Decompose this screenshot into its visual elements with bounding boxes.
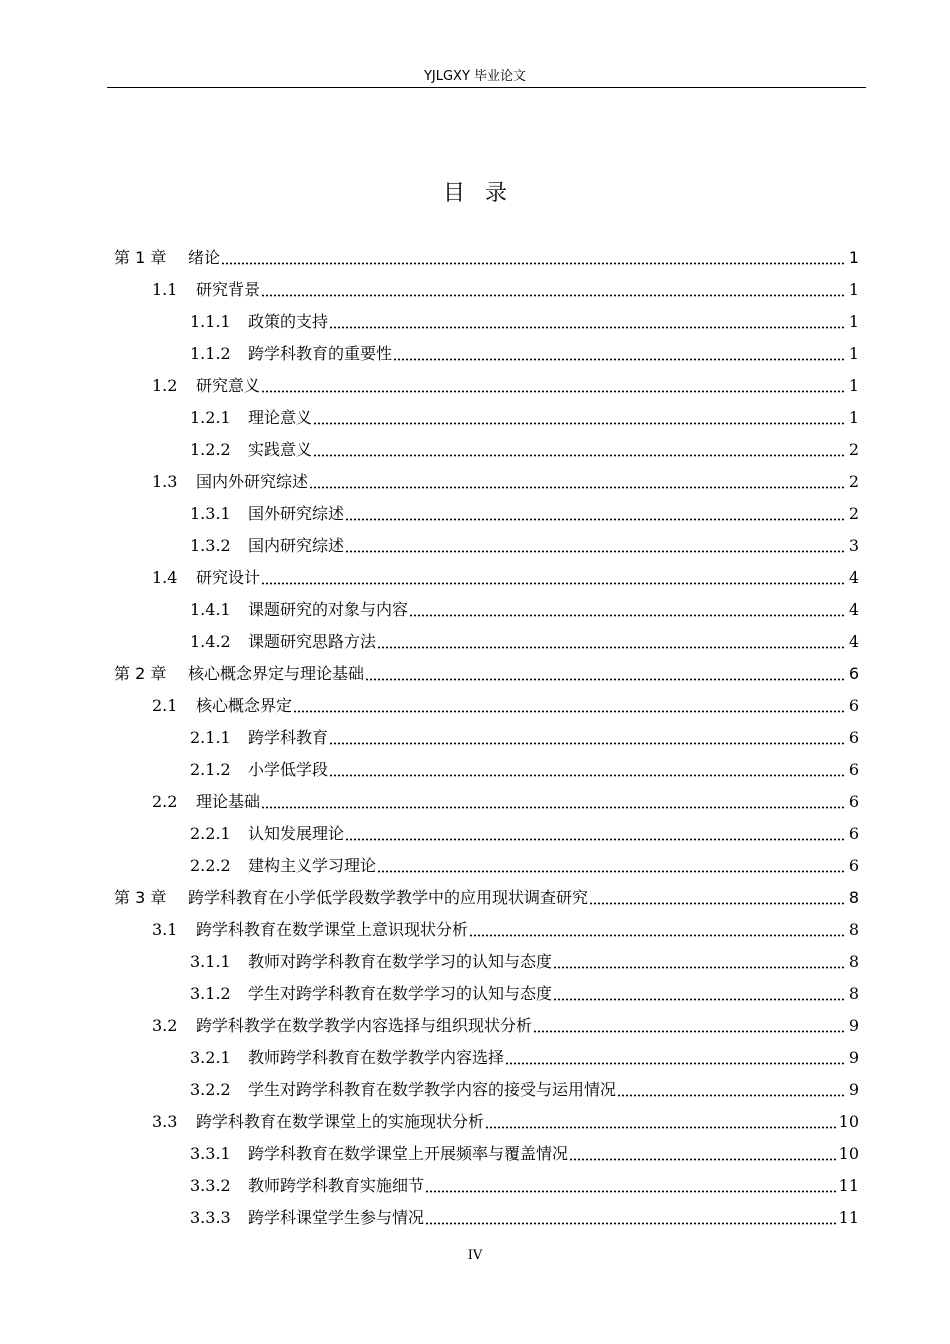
- toc-entry-level-3[interactable]: [0, 306, 950, 338]
- toc-entry-level-3[interactable]: [0, 1042, 950, 1074]
- toc-dot-leader: [313, 411, 846, 425]
- toc-entry-page: 1: [848, 312, 859, 331]
- toc-entry-title: 研究意义: [196, 376, 261, 395]
- toc-entry-level-1[interactable]: [0, 658, 950, 690]
- toc-entry-title: 跨学科教育在数学课堂上的实施现状分析: [196, 1112, 485, 1131]
- toc-entry-page: 9: [848, 1016, 859, 1035]
- toc-dot-leader: [485, 1115, 836, 1129]
- toc-dot-leader: [261, 379, 846, 393]
- toc-entry-number: 2.2.1: [190, 824, 231, 843]
- toc-title: 目录: [442, 181, 527, 206]
- toc-entry-title: 跨学科教育在小学低学段数学教学中的应用现状调查研究: [188, 888, 589, 907]
- toc-dot-leader: [345, 827, 846, 841]
- toc-dot-leader: [553, 955, 846, 969]
- toc-entry-title: 理论基础: [196, 792, 261, 811]
- toc-entry-number: 2.1.2: [190, 760, 231, 779]
- toc-dot-leader: [261, 283, 846, 297]
- toc-entry-page: 10: [838, 1112, 859, 1131]
- toc-entry-number: 3.2.2: [190, 1080, 231, 1099]
- toc-list: [0, 242, 950, 1234]
- toc-dot-leader: [329, 763, 846, 777]
- toc-entry-number: 3.3: [152, 1112, 178, 1131]
- toc-entry-title: 小学低学段: [248, 760, 329, 779]
- toc-entry-level-3[interactable]: [0, 1170, 950, 1202]
- toc-entry-page: 6: [848, 696, 859, 715]
- toc-entry-title: 绪论: [188, 248, 221, 267]
- toc-entry-title: 教师对跨学科教育在数学学习的认知与态度: [248, 952, 553, 971]
- toc-entry-page: 10: [838, 1144, 859, 1163]
- toc-entry-title: 国外研究综述: [248, 504, 345, 523]
- toc-entry-level-2[interactable]: [0, 274, 950, 306]
- toc-entry-number: 3.2.1: [190, 1048, 231, 1067]
- toc-entry-number: 3.3.3: [190, 1208, 231, 1227]
- toc-entry-number: 3.1: [152, 920, 178, 939]
- toc-entry-number: 第 3 章: [114, 888, 167, 907]
- toc-entry-number: 2.2.2: [190, 856, 231, 875]
- toc-entry-number: 1.4.1: [190, 600, 231, 619]
- toc-dot-leader: [313, 443, 846, 457]
- toc-entry-title: 跨学科教育: [248, 728, 329, 747]
- toc-entry-number: 1.2.1: [190, 408, 231, 427]
- toc-entry-level-1[interactable]: [0, 242, 950, 274]
- toc-entry-number: 1.4.2: [190, 632, 231, 651]
- toc-entry-number: 3.3.1: [190, 1144, 231, 1163]
- footer-page-number: IV: [467, 1248, 483, 1263]
- toc-dot-leader: [345, 539, 846, 553]
- toc-dot-leader: [469, 923, 846, 937]
- toc-dot-leader: [261, 571, 846, 585]
- toc-entry-level-2[interactable]: [0, 690, 950, 722]
- toc-entry-page: 6: [848, 792, 859, 811]
- toc-dot-leader: [309, 475, 846, 489]
- toc-dot-leader: [377, 859, 846, 873]
- toc-dot-leader: [293, 699, 846, 713]
- toc-entry-title: 课题研究思路方法: [248, 632, 377, 651]
- toc-entry-title: 跨学科教育在数学课堂上开展频率与覆盖情况: [248, 1144, 569, 1163]
- toc-entry-level-3[interactable]: [0, 754, 950, 786]
- toc-entry-page: 6: [848, 824, 859, 843]
- toc-entry-number: 3.1.2: [190, 984, 231, 1003]
- toc-entry-number: 1.1: [152, 280, 178, 299]
- toc-entry-page: 8: [848, 888, 859, 907]
- toc-dot-leader: [617, 1083, 846, 1097]
- toc-entry-title: 核心概念界定与理论基础: [188, 664, 365, 683]
- toc-dot-leader: [569, 1147, 836, 1161]
- toc-entry-number: 1.4: [152, 568, 178, 587]
- toc-entry-title: 跨学科教学在数学教学内容选择与组织现状分析: [196, 1016, 533, 1035]
- toc-entry-level-3[interactable]: [0, 1074, 950, 1106]
- toc-entry-number: 1.2.2: [190, 440, 231, 459]
- running-header: YJLGXY 毕业论文: [423, 69, 527, 84]
- toc-dot-leader: [393, 347, 846, 361]
- toc-entry-page: 1: [848, 248, 859, 267]
- toc-dot-leader: [425, 1179, 836, 1193]
- toc-entry-title: 教师跨学科教育实施细节: [248, 1176, 425, 1195]
- toc-entry-page: 3: [848, 536, 859, 555]
- toc-entry-page: 6: [848, 760, 859, 779]
- toc-entry-title: 认知发展理论: [248, 824, 345, 843]
- toc-entry-number: 1.1.2: [190, 344, 231, 363]
- toc-entry-number: 2.1: [152, 696, 178, 715]
- toc-entry-number: 1.3: [152, 472, 178, 491]
- toc-entry-number: 2.1.1: [190, 728, 231, 747]
- toc-entry-number: 2.2: [152, 792, 178, 811]
- toc-dot-leader: [553, 987, 846, 1001]
- toc-entry-title: 理论意义: [248, 408, 313, 427]
- toc-dot-leader: [505, 1051, 846, 1065]
- toc-entry-level-2[interactable]: [0, 370, 950, 402]
- toc-entry-title: 国内研究综述: [248, 536, 345, 555]
- toc-entry-level-2[interactable]: [0, 914, 950, 946]
- toc-entry-level-3[interactable]: [0, 1202, 950, 1234]
- toc-entry-title: 研究背景: [196, 280, 261, 299]
- toc-entry-title: 课题研究的对象与内容: [248, 600, 409, 619]
- toc-entry-title: 政策的支持: [248, 312, 329, 331]
- toc-entry-level-2[interactable]: [0, 1106, 950, 1138]
- toc-dot-leader: [377, 635, 846, 649]
- toc-entry-title: 研究设计: [196, 568, 261, 587]
- toc-entry-level-3[interactable]: [0, 402, 950, 434]
- toc-entry-title: 核心概念界定: [196, 696, 293, 715]
- toc-dot-leader: [409, 603, 846, 617]
- toc-entry-page: 4: [848, 632, 859, 651]
- toc-entry-page: 11: [838, 1208, 859, 1227]
- toc-entry-number: 1.3.1: [190, 504, 231, 523]
- toc-entry-level-3[interactable]: [0, 626, 950, 658]
- toc-entry-page: 4: [848, 568, 859, 587]
- header-rule: [107, 87, 866, 88]
- toc-entry-page: 8: [848, 920, 859, 939]
- toc-entry-page: 1: [848, 280, 859, 299]
- toc-entry-number: 1.3.2: [190, 536, 231, 555]
- toc-entry-level-3[interactable]: [0, 722, 950, 754]
- toc-entry-page: 2: [848, 504, 859, 523]
- toc-entry-level-2[interactable]: [0, 466, 950, 498]
- toc-entry-page: 1: [848, 344, 859, 363]
- toc-entry-number: 3.1.1: [190, 952, 231, 971]
- toc-entry-page: 9: [848, 1080, 859, 1099]
- toc-entry-level-3[interactable]: [0, 338, 950, 370]
- toc-dot-leader: [221, 251, 846, 265]
- toc-entry-title: 国内外研究综述: [196, 472, 309, 491]
- toc-dot-leader: [425, 1211, 836, 1225]
- toc-entry-page: 4: [848, 600, 859, 619]
- toc-entry-level-3[interactable]: [0, 818, 950, 850]
- toc-entry-title: 跨学科教育的重要性: [248, 344, 393, 363]
- toc-entry-number: 第 1 章: [114, 248, 167, 267]
- toc-entry-title: 跨学科课堂学生参与情况: [248, 1208, 425, 1227]
- toc-entry-level-3[interactable]: [0, 850, 950, 882]
- toc-entry-page: 2: [848, 472, 859, 491]
- toc-entry-level-3[interactable]: [0, 434, 950, 466]
- toc-dot-leader: [261, 795, 846, 809]
- toc-entry-title: 跨学科教育在数学课堂上意识现状分析: [196, 920, 469, 939]
- toc-entry-page: 6: [848, 856, 859, 875]
- toc-entry-level-3[interactable]: [0, 978, 950, 1010]
- toc-entry-number: 3.3.2: [190, 1176, 231, 1195]
- toc-entry-level-3[interactable]: [0, 1138, 950, 1170]
- toc-entry-page: 8: [848, 952, 859, 971]
- toc-entry-page: 1: [848, 408, 859, 427]
- toc-dot-leader: [589, 891, 846, 905]
- toc-entry-level-3[interactable]: [0, 594, 950, 626]
- toc-entry-title: 学生对跨学科教育在数学教学内容的接受与运用情况: [248, 1080, 617, 1099]
- toc-entry-page: 11: [838, 1176, 859, 1195]
- toc-entry-level-2[interactable]: [0, 786, 950, 818]
- toc-dot-leader: [365, 667, 846, 681]
- toc-entry-page: 9: [848, 1048, 859, 1067]
- toc-entry-level-3[interactable]: [0, 498, 950, 530]
- toc-dot-leader: [329, 731, 846, 745]
- toc-dot-leader: [533, 1019, 846, 1033]
- toc-dot-leader: [345, 507, 846, 521]
- toc-entry-title: 实践意义: [248, 440, 313, 459]
- toc-entry-level-3[interactable]: [0, 530, 950, 562]
- toc-entry-level-2[interactable]: [0, 562, 950, 594]
- toc-entry-page: 8: [848, 984, 859, 1003]
- toc-entry-number: 3.2: [152, 1016, 178, 1035]
- toc-entry-number: 1.2: [152, 376, 178, 395]
- toc-entry-level-1[interactable]: [0, 882, 950, 914]
- toc-entry-title: 建构主义学习理论: [248, 856, 377, 875]
- toc-entry-title: 教师跨学科教育在数学教学内容选择: [248, 1048, 505, 1067]
- toc-dot-leader: [329, 315, 846, 329]
- toc-entry-level-3[interactable]: [0, 946, 950, 978]
- toc-entry-page: 1: [848, 376, 859, 395]
- toc-entry-page: 6: [848, 728, 859, 747]
- toc-entry-page: 6: [848, 664, 859, 683]
- toc-entry-page: 2: [848, 440, 859, 459]
- toc-entry-number: 第 2 章: [114, 664, 167, 683]
- toc-entry-number: 1.1.1: [190, 312, 231, 331]
- toc-entry-title: 学生对跨学科教育在数学学习的认知与态度: [248, 984, 553, 1003]
- toc-entry-level-2[interactable]: [0, 1010, 950, 1042]
